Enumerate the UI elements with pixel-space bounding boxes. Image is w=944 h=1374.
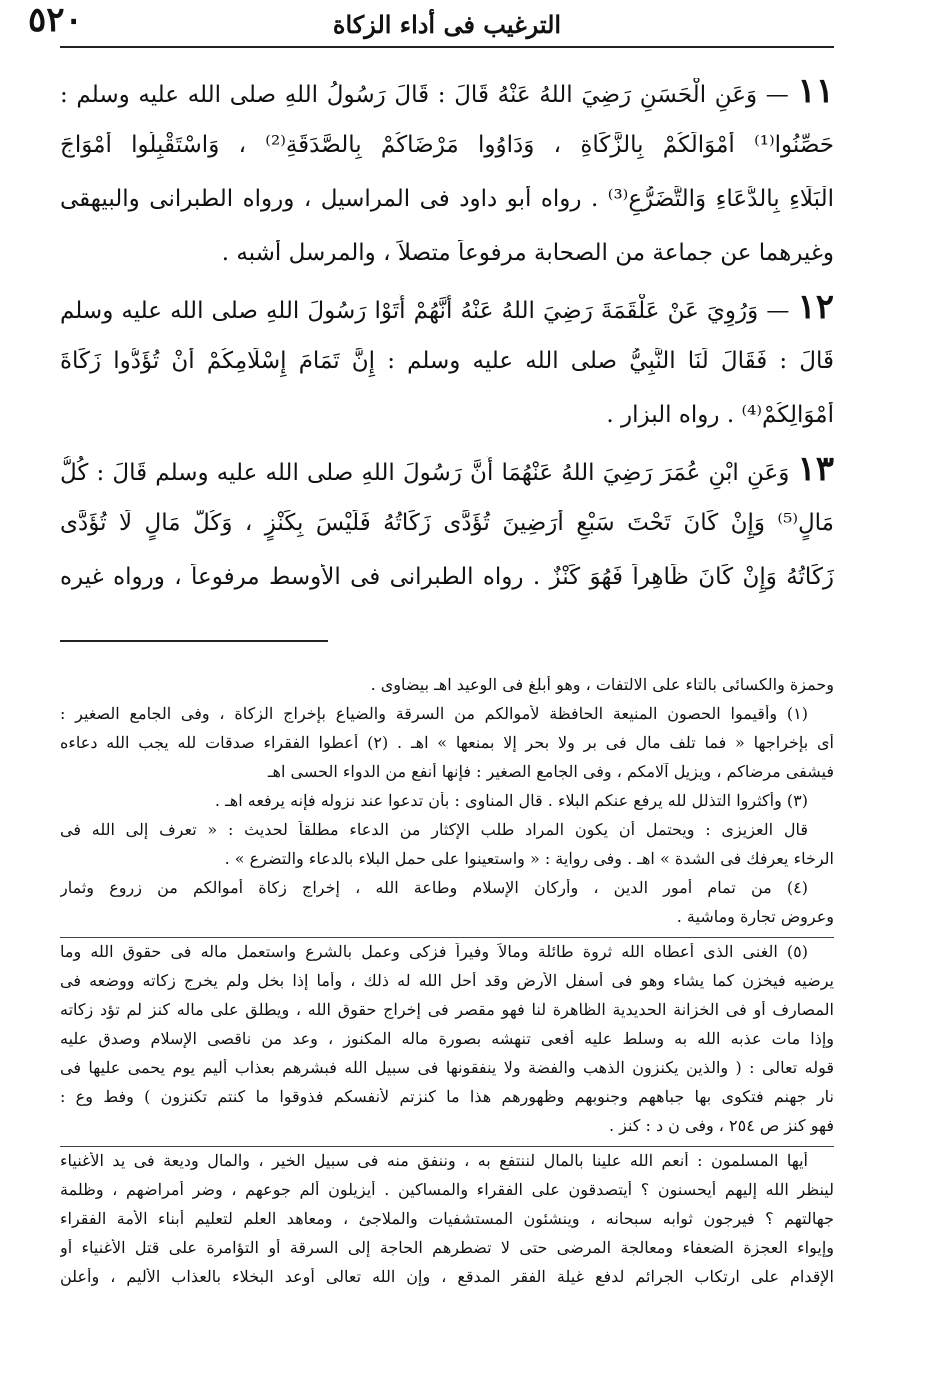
running-title: الترغيب فى أداء الزكاة <box>332 10 562 39</box>
hadith-number-12: ١٢ <box>797 294 834 327</box>
footnote-separator <box>60 640 328 642</box>
footnote-divider <box>60 1146 834 1148</box>
footnote-line: الرخاء يعرفك فى الشدة » اهـ . وفى رواية : « واستعينوا على حمل البلاء بالدعاء والتضرع » . <box>224 850 834 868</box>
hadith-11-line-4: وغيرهما عن جماعة من الصحابة مرفوعاً متصلاً ، والمرسل أشبه . <box>221 240 834 266</box>
footnote-1: (١) وأقيموا الحصون المنيعة الحافظة لأموالكم من السرقة والضياع بإخراج الزكاة ، وفى الجامع الصغير : <box>60 705 809 723</box>
main-text <box>60 78 834 618</box>
footnote-line: نار جهنم فتكوى بها جباههم وجنوبهم وظهورهم هذا ما كنزتم لأنفسكم فذوقوا ما كنتم تكنزون ) وفط وع : <box>60 1088 834 1106</box>
hadith-12-text-1: — وَرُوِيَ عَنْ عَلْقَمَةَ رَضِيَ اللهُ عَنْهُ أَنَّهُمْ أَتَوْا رَسُولَ اللهِ صلى الله عليه وسلم <box>60 298 790 324</box>
page-header <box>60 6 834 48</box>
footnote-line: قال العزيزى : ويحتمل أن يكون المراد طلب الإكثار من الدعاء مطلقاً لحديث : « تعرف إلى الله فى <box>60 821 808 839</box>
hadith-12-line-3: أَمْوَالِكُمْ⁽⁴⁾ . رواه البزار . <box>606 402 834 428</box>
footnote-line: قوله تعالى : ( والذين يكنزون الذهب والفضة ولا ينفقونها فى سبيل الله فبشرهم بعذاب أليم يوم يحمى عليها فى <box>60 1059 834 1077</box>
commentary-line: لينظر الله إليهم أيحسنون ؟ أيتصدقون على الفقراء والمساكين . أيزيلون ألم جوعهم ، وضر أمراضهم ، وظلمة <box>60 1181 834 1199</box>
footnote-4: (٤) من تمام أمور الدين ، وأركان الإسلام وطاعة الله ، إخراج زكاة أموالكم من زروع وثمار <box>60 879 808 897</box>
hadith-12-line-2: قَالَ : فَقَالَ لَنَا النَّبِيُّ صلى الله عليه وسلم : إِنَّ تَمَامَ إِسْلَامِكُمْ أَنْ تُؤَدُّوا زَكَاةَ <box>60 348 834 374</box>
footnote-5: (٥) الغنى الذى أعطاه الله ثروة طائلة ومالاً وفيراً فزكى وعمل بالشرع واستعمل ماله فى حقوق الله وما <box>60 943 808 961</box>
hadith-13-line-2: مَالٍ⁽⁵⁾ وَإِنْ كَانَ تَحْتَ سَبْعِ أَرَضِينَ تُؤَدَّى زَكَاتُهُ فَلَيْسَ بِكَنْزٍ ، وَكُلُّ مَالٍ لَا تُؤَدَّى <box>60 510 834 536</box>
footnote-line: المصارف أو فى الخزانة الحديدية الظاهرة لنا فهو مقصر فى إخراج حقوق الله ، ويطلق على ماله كنز لم تؤد زكاته <box>60 1001 834 1019</box>
hadith-number-13: ١٣ <box>797 456 834 489</box>
footnote-3: (٣) وأكثروا التذلل لله يرفع عنكم البلاء . قال المناوى : بأن تدعوا عند نزوله فإنه يرفعه اهـ . <box>214 792 808 810</box>
commentary-line: جهالتهم ؟ فيرجون ثوابه سبحانه ، وينشئون المستشفيات والملاجئ ، ومعاهد العلم لتعليم أبناء الأمة الفقراء <box>60 1210 834 1228</box>
hadith-11-text-1: — وَعَنِ الْحَسَنِ رَضِيَ اللهُ عَنْهُ قَالَ : قَالَ رَسُولُ اللهِ صلى الله عليه وسلم : <box>60 82 789 108</box>
footnote-line: يرضيه فيخزن كما يشاء وهو فى أسفل الأرض وقد أحل الله له ذلك ، وأما إذا بخل ولم يخرج زكاته ووضعه فى <box>60 972 834 990</box>
commentary-line: وإيواء العجزة الضعفاء ومعالجة المرضى حتى لا تضطرهم الحاجة إلى السرقة أو التؤامرة على قتل الأغنياء أو <box>60 1239 834 1257</box>
footnote-line: وإذا مات عذبه الله به وسلط عليه أفعى تنهشه بصورة ماله المكنوز ، وعد من ناقصى الإسلام وصدق عليه <box>60 1030 834 1048</box>
hadith-11-line-1 <box>60 78 834 132</box>
hadith-13-text-1: وَعَنِ ابْنِ عُمَرَ رَضِيَ اللهُ عَنْهُمَا أَنَّ رَسُولَ اللهِ صلى الله عليه وسلم قَالَ : كُلُّ <box>60 460 790 486</box>
page-number: ٥٢٠ <box>28 0 83 40</box>
footnote-line: وعروض تجارة وماشية . <box>676 908 834 926</box>
hadith-11-line-3: الْبَلَاءِ بِالدُّعَاءِ وَالتَّضَرُّعِ⁽³⁾ . رواه أبو داود فى المراسيل ، ورواه الطبرانى والبيهقى <box>60 186 834 212</box>
hadith-11-line-2: حَصِّنُوا⁽¹⁾ أَمْوَالَكُمْ بِالزَّكَاةِ ، وَدَاوُوا مَرْضَاكُمْ بِالصَّدَقَةِ⁽²⁾ ، وَاسْتَقْبِلُوا أَمْوَاجَ <box>60 132 834 158</box>
hadith-13-line-1 <box>60 456 834 510</box>
footnote-line: فهو كنز ص ٢٥٤ ، وفى ن د : كنز . <box>608 1117 834 1135</box>
hadith-number-11: ١١ <box>797 78 834 111</box>
footnote-line: أى بإخراجها « فما تلف مال فى بر ولا بحر إلا بمنعها » اهـ . (٢) أعطوا الفقراء صدقات لله يجب الله دعاءه <box>60 734 834 752</box>
hadith-13-line-3: زَكَاتُهُ وَإِنْ كَانَ ظَاهِراً فَهُوَ كَنْزٌ . رواه الطبرانى فى الأوسط مرفوعاً ، ورواه غيره <box>60 564 834 590</box>
commentary-line: الإقدام على ارتكاب الجرائم لدفع غيلة الفقر المدقع ، وإن الله تعالى أوعد البخلاء بالعذاب الأليم ، وأعلن <box>60 1268 834 1286</box>
footnotes <box>60 676 834 1297</box>
commentary-line: أيها المسلمون : أنعم الله علينا بالمال لننتفع به ، وننفق منه فى سبيل الخير ، والمال وديعة فى يد الأغنياء <box>60 1152 808 1170</box>
footnote-line: وحمزة والكسائى بالتاء على الالتفات ، وهو أبلغ فى الوعيد اهـ بيضاوى . <box>370 676 834 694</box>
footnote-line: فيشفى مرضاكم ، ويزيل آلامكم ، وفى الجامع الصغير : فإنها أنفع من الدواء الحسى اهـ <box>267 763 834 781</box>
hadith-12-line-1 <box>60 294 834 348</box>
footnote-divider <box>60 937 834 939</box>
